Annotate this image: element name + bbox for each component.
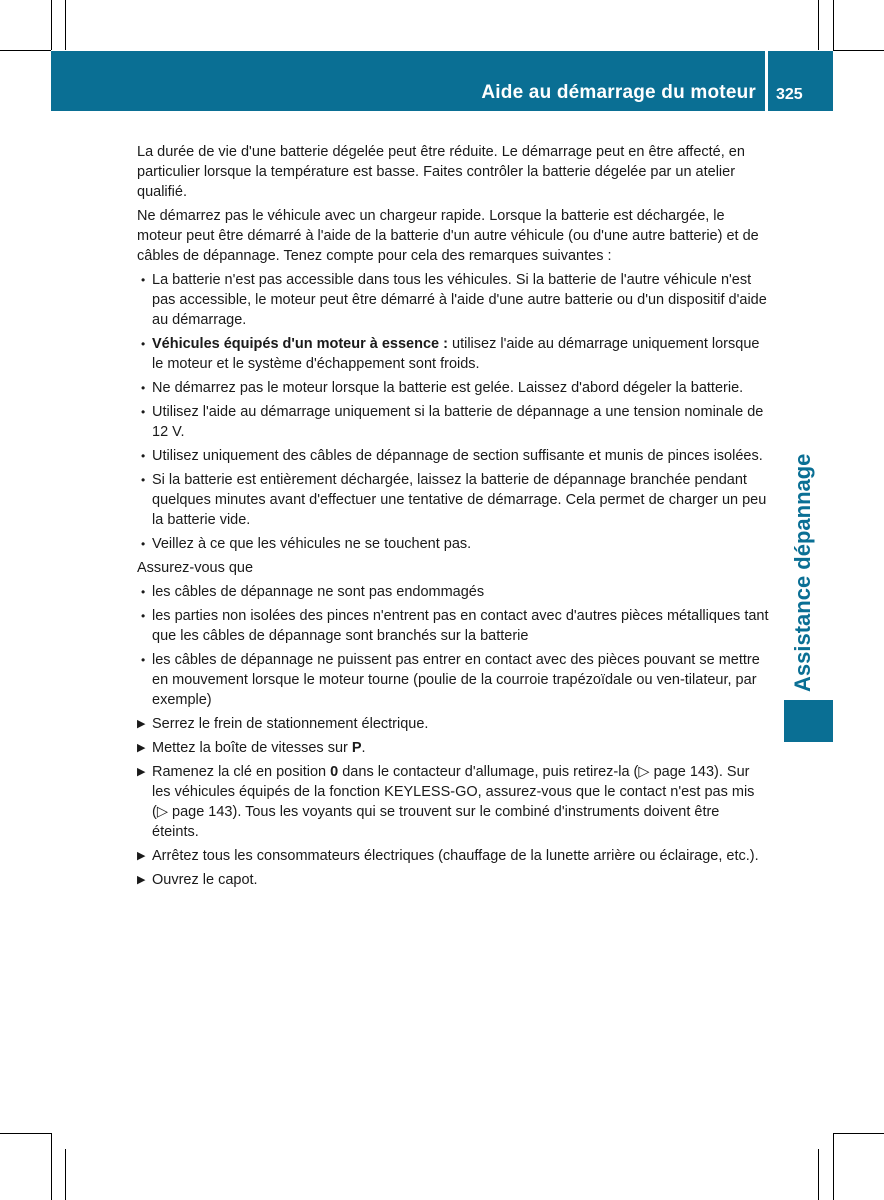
step-item: ▶ Mettez la boîte de vitesses sur P.: [137, 740, 366, 756]
bullet-icon: •: [141, 473, 146, 487]
bullet-icon: •: [141, 653, 146, 667]
list-item: • Véhicules équipés d'un moteur à essence : utilisez l'aide au démarrage uniquement lorsque le moteur et le système d'échappement sont froids.: [141, 336, 760, 372]
crop-mark: [833, 0, 834, 50]
bullet-icon: •: [141, 405, 146, 419]
crop-mark: [51, 0, 52, 50]
header-separator: [765, 51, 768, 111]
paragraph: La durée de vie d'une batterie dégelée peut être réduite. Le démarrage peut en être affecté, en particulier lorsque la température est basse. Faites contrôler la batterie dégelée par un atelier qualifié.: [137, 144, 745, 200]
crop-mark: [0, 1133, 51, 1134]
list-item: • Si la batterie est entièrement déchargée, laissez la batterie de dépannage branchée pendant quelques minutes avant d'effectuer une tentative de démarrage. Cela permet de charger un peu la batterie vide.: [141, 472, 767, 528]
list-item: • Ne démarrez pas le moteur lorsque la batterie est gelée. Laissez d'abord dégeler la batterie.: [141, 380, 744, 396]
list-item: • les câbles de dépannage ne sont pas endommagés: [141, 584, 485, 600]
step-arrow-icon: ▶: [137, 718, 146, 730]
crop-mark: [0, 50, 51, 51]
crop-mark: [818, 1149, 819, 1200]
list-item: • Utilisez uniquement des câbles de dépannage de section suffisante et munis de pinces isolées.: [141, 448, 763, 464]
step-item: ▶ Ramenez la clé en position 0 dans le contacteur d'allumage, puis retirez-la (▷ page 143). Sur les véhicules équipés de la fonction KEYLESS-GO, assurez-vous que le contact n'est pas mis (▷ page 143). Tous les voyants qui se trouvent sur le combiné d'instruments doivent être éteints.: [137, 764, 755, 840]
bullet-icon: •: [141, 449, 146, 463]
bullet-icon: •: [141, 381, 146, 395]
body-text: [137, 142, 770, 894]
step-arrow-icon: ▶: [137, 766, 146, 778]
step-arrow-icon: ▶: [137, 874, 146, 886]
list-item: • les câbles de dépannage ne puissent pas entrer en contact avec des pièces pouvant se mettre en mouvement lorsque le moteur tourne (poulie de la courroie trapézoïdale ou ven-tilateur, par exemple): [141, 652, 760, 708]
step-arrow-icon: ▶: [137, 850, 146, 862]
paragraph: Ne démarrez pas le véhicule avec un chargeur rapide. Lorsque la batterie est déchargée, le moteur peut être démarré à l'aide de la batterie d'un autre véhicule (ou d'une autre batterie) et de câbles de dépannage. Tenez compte pour cela des remarques suivantes :: [137, 208, 759, 264]
crop-mark: [51, 1133, 52, 1200]
crop-mark: [65, 0, 66, 50]
section-tab-marker: [784, 700, 833, 742]
paragraph: Assurez-vous que: [137, 560, 254, 576]
crop-mark: [65, 1149, 66, 1200]
list-item: • les parties non isolées des pinces n'entrent pas en contact avec d'autres pièces métalliques tant que les câbles de dépannage sont branchés sur la batterie: [141, 608, 769, 644]
bullet-icon: •: [141, 585, 146, 599]
section-tab-label: Assistance dépannage: [790, 453, 815, 692]
step-arrow-icon: ▶: [137, 742, 146, 754]
step-item: ▶ Arrêtez tous les consommateurs électriques (chauffage de la lunette arrière ou éclairage, etc.).: [137, 848, 759, 864]
page-title: Aide au démarrage du moteur: [481, 82, 756, 103]
bullet-icon: •: [141, 273, 146, 287]
crop-mark: [833, 1133, 834, 1200]
bullet-icon: •: [141, 609, 146, 623]
list-item: • Utilisez l'aide au démarrage uniquement si la batterie de dépannage a une tension nominale de 12 V.: [141, 404, 764, 440]
page-number: 325: [776, 86, 803, 103]
bullet-icon: •: [141, 337, 146, 351]
list-item: • La batterie n'est pas accessible dans tous les véhicules. Si la batterie de l'autre véhicule n'est pas accessible, le moteur peut être démarré à l'aide d'une autre batterie ou d'un dispositif d'aide au démarrage.: [141, 272, 767, 328]
step-item: ▶ Serrez le frein de stationnement électrique.: [137, 716, 429, 732]
crop-mark: [818, 0, 819, 50]
step-item: ▶ Ouvrez le capot.: [137, 872, 258, 888]
bold-label: Véhicules équipés d'un moteur à essence :: [152, 336, 448, 352]
crop-mark: [833, 1133, 884, 1134]
list-item: • Veillez à ce que les véhicules ne se touchent pas.: [141, 536, 472, 552]
crop-mark: [833, 50, 884, 51]
bullet-icon: •: [141, 537, 146, 551]
